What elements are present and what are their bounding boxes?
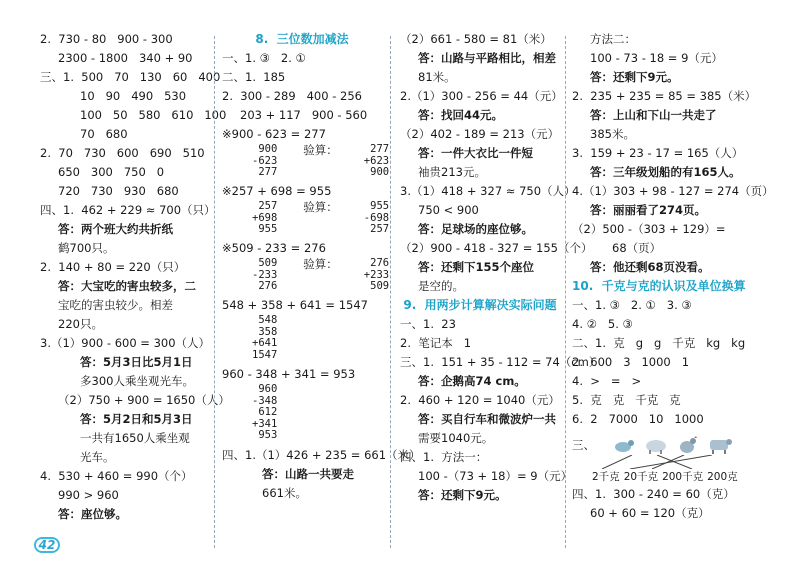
answer-line: 四、1. 方法一： <box>400 450 488 464</box>
answer-line: 答：5月3日比5月1日 <box>80 355 193 369</box>
answer-line: 答：找回44元。 <box>418 108 504 122</box>
answer-line: 2. 235 + 235 = 85 = 385（米） <box>572 89 757 103</box>
answer-line: 四、1. 300 - 240 = 60（克） <box>572 487 735 501</box>
answer-line: 2. 300 - 289 400 - 256 <box>222 89 362 103</box>
answer-line: 2.（1）300 - 256 = 44（元） <box>400 89 563 103</box>
answer-line: 三、1. 500 70 130 60 400 <box>40 70 221 84</box>
vertical-calc-group <box>222 200 390 239</box>
weight-label: 2千克 <box>592 471 620 483</box>
vertical-calc-group <box>222 143 390 182</box>
answer-line: ※900 - 623 = 277 <box>222 127 326 141</box>
answer-line: 宝吃的害虫较少。相差 <box>58 298 173 312</box>
answer-line: 是空的。 <box>418 279 464 293</box>
answer-line: 650 300 750 0 <box>58 165 165 179</box>
answer-line: 二、1. 185 <box>222 70 286 84</box>
column-divider <box>390 36 391 548</box>
answer-line: 三、1. 151 + 35 - 112 = 74（cm） <box>400 355 601 369</box>
vertical-calculation: 257 +698 955 <box>252 200 278 235</box>
answer-line: 203 + 117 900 - 560 <box>240 108 368 122</box>
answer-line: 一、1. ③ 2. ① <box>222 51 306 65</box>
vertical-calculation: 276 +233 509 <box>363 257 390 292</box>
column-4 <box>572 30 777 523</box>
answer-line: 答：山路一共要走 <box>262 467 354 481</box>
answer-line: 4.（1）303 + 98 - 127 = 274（页） <box>572 184 774 198</box>
answer-line: （2）500 -（303 + 129）= <box>572 222 726 236</box>
answer-line: 2. 460 + 120 = 1040（元） <box>400 393 560 407</box>
answer-line: 100 - 73 - 18 = 9（元） <box>590 51 723 65</box>
answer-line: 四、1.（1）426 + 235 = 661（米） <box>222 448 421 462</box>
verify-label: 验算： <box>303 143 338 157</box>
answer-line: 答：还剩下155个座位 <box>418 260 535 274</box>
column-2 <box>222 30 421 503</box>
answer-line: 答：山路与平路相比，相差 <box>418 51 556 65</box>
answer-line: 鹤700只。 <box>58 241 115 255</box>
answer-line: 答：上山和下山一共走了 <box>590 108 717 122</box>
answer-line: 答：三年级划船的有165人。 <box>590 165 741 179</box>
answer-line: 3.（1）900 - 600 = 300（人） <box>40 336 211 350</box>
vertical-calculation: 955 -698 257 <box>363 200 390 235</box>
answer-line: 答：座位够。 <box>58 507 127 521</box>
bird-icon <box>611 435 637 455</box>
column-1 <box>40 30 230 524</box>
column-4-top <box>572 30 777 429</box>
vertical-calc-group <box>222 257 390 296</box>
answer-line: 100 -（73 + 18）= 9（元） <box>418 469 573 483</box>
answer-line: 6. 2 7000 10 1000 <box>572 412 704 426</box>
animal-pictures <box>611 435 733 455</box>
section-title-8: 8. 三位数加减法 <box>255 32 349 46</box>
answer-line: （2）402 - 189 = 213（元） <box>400 127 560 141</box>
answer-line: 750 < 900 <box>418 203 479 217</box>
vertical-calculation: 900 -623 277 <box>252 143 278 178</box>
weight-label: 200克 <box>707 471 738 483</box>
answer-line: 4. > = > <box>572 374 642 388</box>
answer-line: 3.（1）418 + 327 ≈ 750（人） <box>400 184 576 198</box>
vertical-calculation: 509 -233 276 <box>252 257 278 292</box>
column-divider <box>214 36 215 548</box>
answer-line: 720 730 930 680 <box>58 184 179 198</box>
answer-line: 答：足球场的座位够。 <box>418 222 533 236</box>
verify-label: 验算： <box>303 200 338 214</box>
weight-labels <box>572 469 777 485</box>
weight-label: 200千克 <box>662 471 704 483</box>
answer-line: ※509 - 233 = 276 <box>222 241 326 255</box>
answer-line: ※257 + 698 = 955 <box>222 184 332 198</box>
answer-line: 2300 - 1800 340 + 90 <box>58 51 193 65</box>
answer-line: 60 + 60 = 120（克） <box>590 506 710 520</box>
answer-line: 4. 530 + 460 = 990（个） <box>40 469 193 483</box>
answer-line: 答：还剩下9元。 <box>418 488 507 502</box>
answer-line: 70 680 <box>80 127 128 141</box>
answer-line: 2. 笔记本 1 <box>400 336 472 350</box>
answer-line: 袖贵213元。 <box>418 165 486 179</box>
answer-line: 68（页） <box>612 241 662 255</box>
answer-line: （2）900 - 418 - 327 = 155（个） <box>400 241 593 255</box>
answer-line: 一共有1650人乘坐观 <box>80 431 190 445</box>
answer-line: 548 + 358 + 641 = 1547 <box>222 298 368 312</box>
answer-line: 81米。 <box>418 70 456 84</box>
answer-line: 220只。 <box>58 317 103 331</box>
answer-line: 661米。 <box>262 486 307 500</box>
answer-line: 二、1. 克 g g 千克 kg kg <box>572 336 746 350</box>
answer-line: 一、1. 23 <box>400 317 456 331</box>
question-label: 三、 <box>572 438 595 452</box>
column-divider <box>565 36 566 548</box>
answer-line: 960 - 348 + 341 = 953 <box>222 367 356 381</box>
answer-line: 990 > 960 <box>58 488 119 502</box>
answer-line: 光车。 <box>80 450 115 464</box>
section-title: 10. 千克与克的认识及单位换算 <box>572 279 746 293</box>
answer-line: 2. 70 730 600 690 510 <box>40 146 205 160</box>
chicken-icon <box>675 435 701 455</box>
answer-line: 2. 140 + 80 = 220（只） <box>40 260 186 274</box>
vertical-calculation: 960 -348 612 +341 953 <box>252 383 278 441</box>
answer-line: 2. 730 - 80 900 - 300 <box>40 32 173 46</box>
answer-line: 答：一件大衣比一件短 <box>418 146 533 160</box>
answer-line: 5. 克 克 千克 克 <box>572 393 681 407</box>
vertical-calculation: 277 +623 900 <box>363 143 390 178</box>
animal-row <box>572 429 777 455</box>
answer-line: 方法二： <box>590 32 636 46</box>
answer-line: 答：企鹅高74 cm。 <box>418 374 526 388</box>
vertical-calculation: 548 358 +641 1547 <box>252 314 278 361</box>
answer-line: 10 90 490 530 <box>80 89 187 103</box>
answer-line: 4. ② 5. ③ <box>572 317 633 331</box>
answer-line: 答：两个班大约共折纸 <box>58 222 173 236</box>
answer-line: 一、1. ③ 2. ① 3. ③ <box>572 298 692 312</box>
answer-line: （2）661 - 580 = 81（米） <box>400 32 552 46</box>
weight-label: 20千克 <box>623 471 659 483</box>
answer-line: 答：5月2日和5月3日 <box>80 412 193 426</box>
answer-line: 答：大宝吃的害虫较多，二 <box>58 279 196 293</box>
matching-lines <box>592 455 752 469</box>
answer-line: 答：买自行车和微波炉一共 <box>418 412 556 426</box>
answer-line: 100 50 580 610 100 <box>80 108 227 122</box>
answer-line: （2）750 + 900 = 1650（人） <box>58 393 230 407</box>
answer-line: 四、1. 462 + 229 ≈ 700（只） <box>40 203 216 217</box>
answer-line: 答：他还剩68页没看。 <box>590 260 710 274</box>
column-4-bottom <box>572 485 777 523</box>
column-3 <box>400 30 601 505</box>
page-number: 42 <box>34 537 60 555</box>
answer-line: 385米。 <box>590 127 635 141</box>
answer-line: 多300人乘坐观光车。 <box>80 374 194 388</box>
answer-line: 需要1040元。 <box>418 431 494 445</box>
answer-line: 2. 600 3 1000 1 <box>572 355 690 369</box>
answer-line: 答：丽丽看了274页。 <box>590 203 707 217</box>
section-title: 9. 用两步计算解决实际问题 <box>403 298 557 312</box>
answer-line: 答：还剩下9元。 <box>590 70 679 84</box>
cow-icon <box>707 435 733 455</box>
answer-line: 3. 159 + 23 - 17 = 165（人） <box>572 146 744 160</box>
verify-label: 验算： <box>303 257 338 271</box>
pig-icon <box>643 435 669 455</box>
